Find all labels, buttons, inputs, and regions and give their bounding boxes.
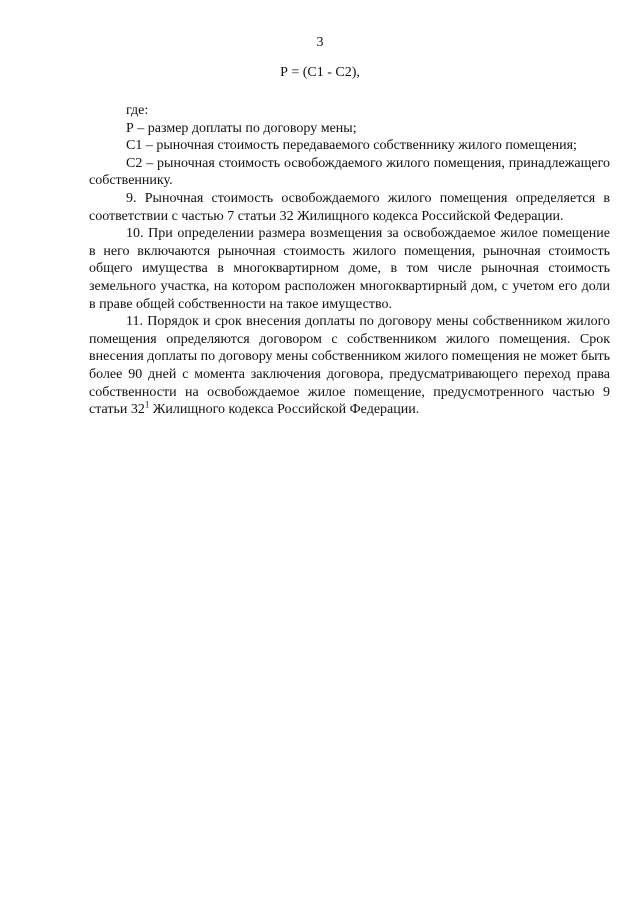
paragraph-item-11 [89, 313, 610, 419]
item-11-main-text: 11. Порядок и срок внесения доплаты по договору мены собственником жилого помещения определяются договором с собственником жилого помещения. Срок внесения доплаты по договору мены собственником жилого помещения не может быть более 90 дней с момента заключения договора, предусматривающего переход права собственности на освобождаемое жилое помещение, предусмотренного частью 9 статьи 32 [89, 314, 610, 418]
paragraph-definition-c2: С2 – рыночная стоимость освобождаемого жилого помещения, принадлежащего собственнику. [89, 155, 610, 189]
paragraph-where: где: [126, 103, 149, 118]
paragraph-item-10: 10. При определении размера возмещения за освобождаемое жилое помещение в него включаются рыночная стоимость жилого помещения, рыночная стоимость общего имущества в многоквартирном доме, в том числе рыночная стоимость земельного участка, на котором расположен многоквартирный дом, с учетом его доли в праве общей собственности на такое имущество. [89, 226, 610, 312]
item-11-ending-text: Жилищного кодекса Российской Федерации. [149, 402, 420, 418]
superscript-marker: 1 [144, 399, 150, 410]
paragraph-item-9: 9. Рыночная стоимость освобождаемого жилого помещения определяется в соответствии с частью 7 статьи 32 Жилищного кодекса Российской Федерации. [89, 190, 610, 224]
paragraph-definition-p: Р – размер доплаты по договору мены; [126, 120, 357, 136]
page-number: 3 [316, 35, 324, 50]
paragraph-definition-c1: С1 – рыночная стоимость передаваемого собственнику жилого помещения; [126, 138, 577, 154]
formula: Р = (С1 - С2), [280, 65, 360, 80]
document-body [89, 102, 610, 419]
